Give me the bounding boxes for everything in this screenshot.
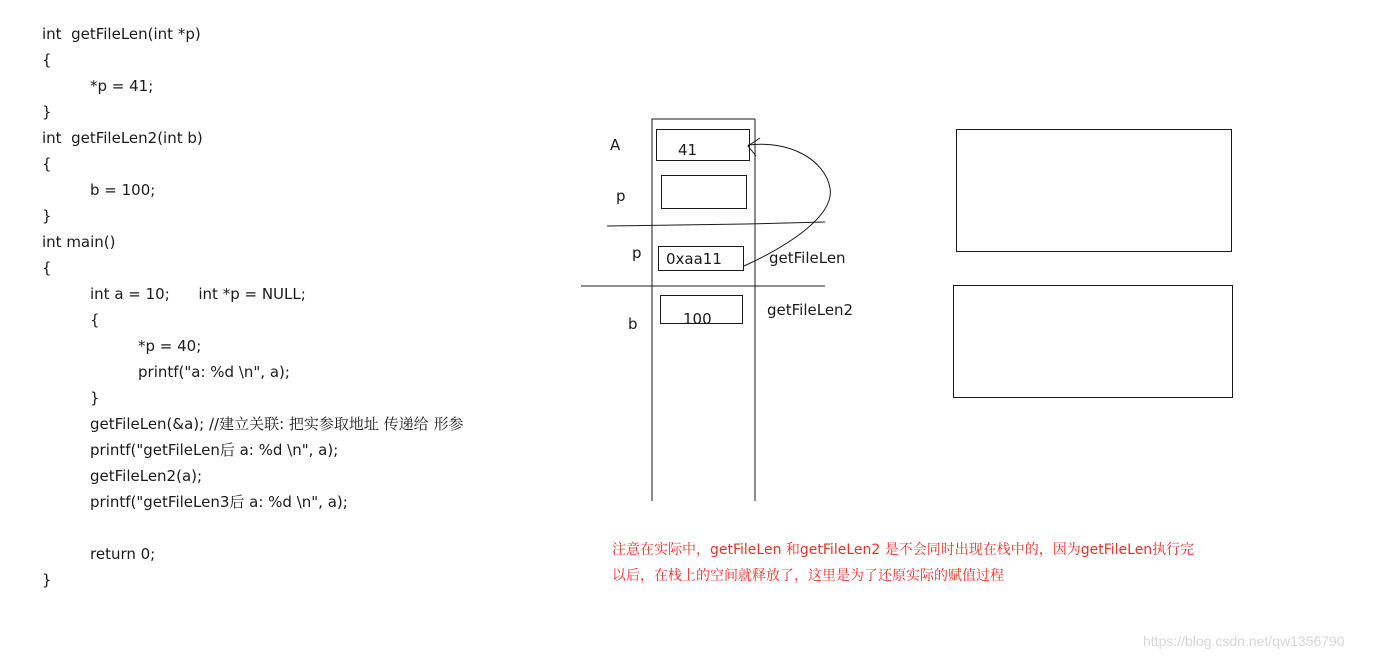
code-line: printf("a: %d \n", a); — [138, 363, 290, 381]
empty-box-top — [956, 129, 1232, 252]
code-line: *p = 40; — [138, 337, 202, 355]
cell-p-main — [661, 175, 747, 209]
code-line: getFileLen2(a); — [90, 467, 203, 485]
code-line: { — [90, 311, 100, 329]
frame-label-getFileLen: getFileLen — [769, 249, 846, 267]
code-line: printf("getFileLen3后 a: %d \n", a); — [90, 493, 348, 511]
code-line: { — [42, 155, 52, 173]
cell-a — [656, 129, 750, 161]
empty-box-bottom — [953, 285, 1233, 398]
code-line: } — [42, 207, 52, 225]
note-line-2: 以后，在栈上的空间就释放了，这里是为了还原实际的赋值过程 — [612, 568, 1004, 584]
cell-a-value: 41 — [678, 141, 698, 159]
label-a: A — [610, 136, 621, 154]
code-line: { — [42, 51, 52, 69]
label-b: b — [628, 315, 638, 333]
code-line: } — [42, 103, 52, 121]
pointer-arrow — [744, 144, 830, 266]
code-line: } — [90, 389, 100, 407]
code-line: *p = 41; — [90, 77, 154, 95]
code-line: getFileLen(&a); //建立关联: 把实参取地址 传递给 形参 — [90, 415, 464, 433]
watermark: https://blog.csdn.net/qw1356790 — [1143, 633, 1345, 649]
code-line: printf("getFileLen后 a: %d \n", a); — [90, 441, 339, 459]
label-p-main: p — [616, 187, 626, 205]
code-line: return 0; — [90, 545, 156, 563]
frame-label-getFileLen2: getFileLen2 — [767, 301, 854, 319]
cell-b-value: 100 — [683, 310, 712, 328]
code-line: { — [42, 259, 52, 277]
cell-p-getFileLen-value: 0xaa11 — [666, 250, 722, 268]
note-line-1: 注意在实际中，getFileLen 和getFileLen2 是不会同时出现在栈中的，因为getFileLen执行完 — [612, 542, 1195, 558]
code-line: int a = 10; int *p = NULL; — [90, 285, 306, 303]
code-line: b = 100; — [90, 181, 156, 199]
code-line: } — [42, 571, 52, 589]
code-line: int getFileLen(int *p) — [42, 25, 201, 43]
label-p-getFileLen: p — [632, 244, 642, 262]
frame-divider-1 — [607, 224, 746, 226]
code-line: int main() — [42, 233, 116, 251]
code-line: int getFileLen2(int b) — [42, 129, 203, 147]
